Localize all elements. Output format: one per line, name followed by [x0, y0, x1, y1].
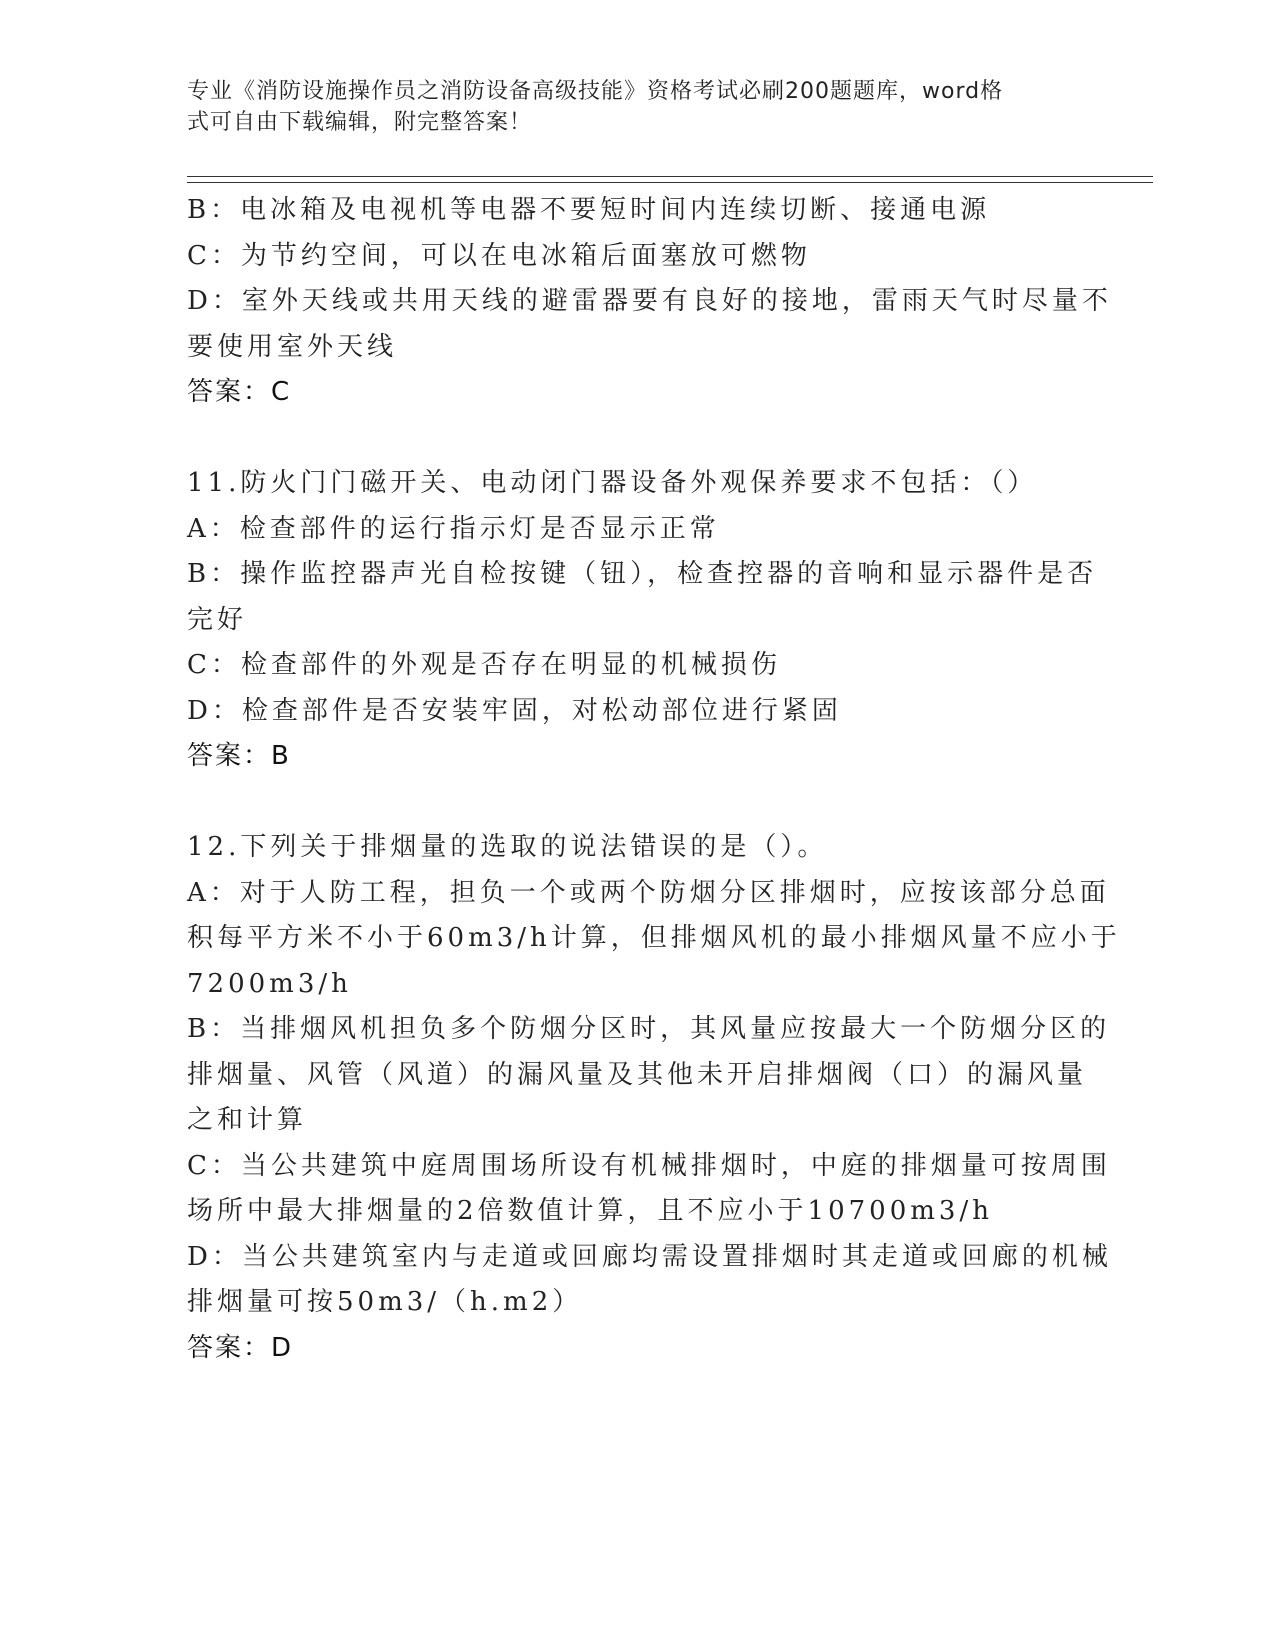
- document-body: [187, 188, 1121, 1371]
- option-d: D：检查部件是否安装牢固，对松动部位进行紧固: [187, 695, 842, 726]
- answer-line: 答案：B: [187, 741, 291, 771]
- question-gap: [187, 416, 1067, 462]
- question-gap: [187, 780, 1067, 826]
- header-line-2: 式可自由下载编辑，附完整答案！: [187, 110, 533, 135]
- answer-line: 答案：C: [187, 377, 292, 407]
- option-a-continued: 积每平方米不小于60m3/h计算，但排烟风机的最小排烟风量不应小于: [187, 923, 1121, 953]
- document-header: [187, 76, 1067, 138]
- question-text: 11.防火门门磁开关、电动闭门器设备外观保养要求不包括：（）: [187, 468, 1038, 498]
- option-d: D：室外天线或共用天线的避雷器要有良好的接地，雷雨天气时尽量不: [187, 286, 1112, 316]
- option-a: A：检查部件的运行指示灯是否显示正常: [187, 513, 720, 544]
- option-c: C：为节约空间，可以在电冰箱后面塞放可燃物: [187, 240, 811, 271]
- option-d-continued: 排烟量可按50m3/（h.m2）: [187, 1287, 583, 1317]
- header-divider-top: [187, 176, 1153, 177]
- option-a-continued-2: 7200m3/h: [187, 968, 352, 999]
- option-b-continued: 排烟量、风管（风道）的漏风量及其他未开启排烟阀（口）的漏风量: [187, 1059, 1088, 1090]
- answer-line: 答案：D: [187, 1332, 294, 1363]
- option-d-continued: 要使用室外天线: [187, 331, 398, 362]
- option-d: D：当公共建筑室内与走道或回廊均需设置排烟时其走道或回廊的机械: [187, 1241, 1112, 1272]
- header-divider-bottom: [187, 182, 1153, 183]
- option-c: C：检查部件的外观是否存在明显的机械损伤: [187, 650, 781, 680]
- question-12: [187, 825, 1121, 1371]
- question-text: 12.下列关于排烟量的选取的说法错误的是（）。: [187, 832, 828, 862]
- option-b: B：操作监控器声光自检按键（钮），检查控器的音响和显示器件是否: [187, 559, 1098, 589]
- question-11: [187, 461, 1098, 780]
- option-b: B：当排烟风机担负多个防烟分区时，其风量应按最大一个防烟分区的: [187, 1014, 1111, 1044]
- option-b-continued-2: 之和计算: [187, 1105, 308, 1135]
- option-c: C：当公共建筑中庭周围场所设有机械排烟时，中庭的排烟量可按周围: [187, 1150, 1111, 1181]
- question-10-fragment: [187, 188, 1112, 416]
- option-b: B：电冰箱及电视机等电器不要短时间内连续切断、接通电源: [187, 195, 991, 225]
- option-a: A：对于人防工程，担负一个或两个防烟分区排烟时，应按该部分总面: [187, 877, 1110, 908]
- header-line-1: 专业《消防设施操作员之消防设备高级技能》资格考试必刷200题题库，word格: [187, 79, 1004, 104]
- option-c-continued: 场所中最大排烟量的2倍数值计算，且不应小于10700m3/h: [187, 1196, 993, 1226]
- option-b-continued: 完好: [187, 604, 248, 635]
